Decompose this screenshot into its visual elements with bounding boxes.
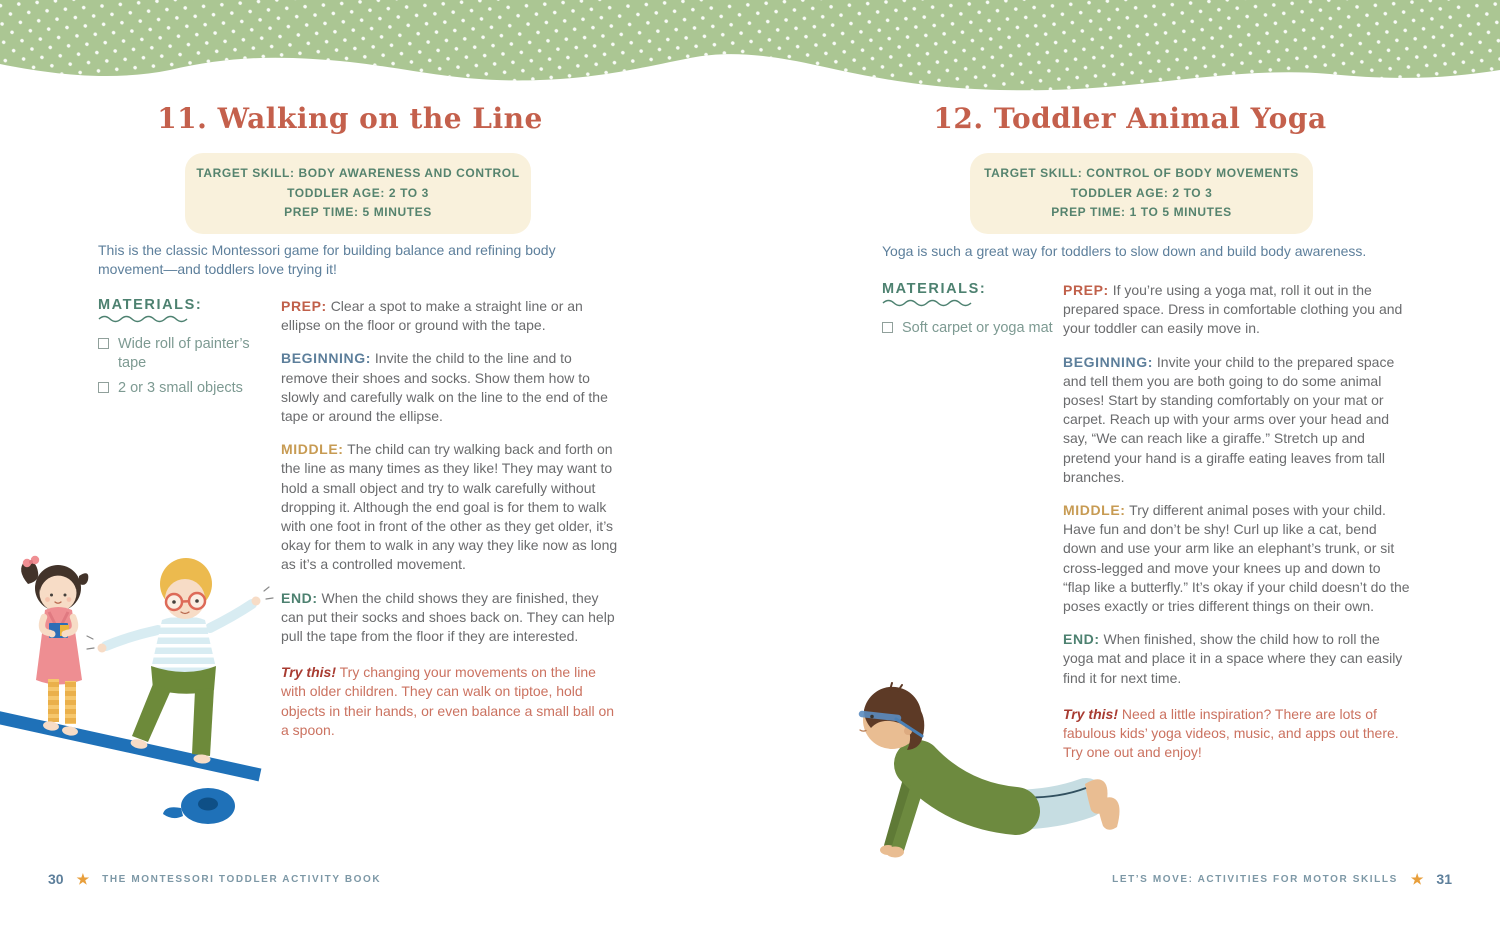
- end-step: [281, 589, 622, 647]
- try-this-text: Need a little inspiration? There are lots of fabulous kids’ yoga videos, music, and apps out there. Try one out and enjoy!: [1063, 705, 1399, 761]
- end-text: When the child shows they are finished, they can put their socks and shoes back on. They can help pull the tape from the floor if they are interested.: [281, 589, 615, 645]
- prep-step: [1063, 281, 1411, 339]
- try-this-label: Try this!: [281, 664, 336, 681]
- instructions-column: [281, 297, 622, 740]
- squiggle-underline-icon: [882, 299, 974, 307]
- footer-section-title: LET’S MOVE: ACTIVITIES FOR MOTOR SKILLS: [1112, 873, 1398, 885]
- material-label: Wide roll of painter’s tape: [118, 336, 250, 371]
- footer-left: [48, 871, 381, 887]
- checkbox-icon: [882, 322, 893, 333]
- prep-label: PREP:: [1063, 282, 1109, 298]
- materials-heading: MATERIALS:: [882, 281, 987, 297]
- squiggle-underline-icon: [98, 315, 190, 323]
- checkbox-icon: [98, 382, 109, 393]
- prep-label: PREP:: [281, 298, 327, 314]
- girl-figure: [21, 556, 88, 737]
- boy-figure: [87, 558, 273, 764]
- star-icon: ★: [1410, 871, 1424, 887]
- prep-time-line: PREP TIME: 5 MINUTES: [284, 205, 432, 219]
- age-line: TODDLER AGE: 2 TO 3: [1070, 185, 1213, 200]
- list-item: [98, 335, 270, 373]
- activity-title-yoga: 12. Toddler Animal Yoga: [933, 102, 1327, 135]
- material-label: 2 or 3 small objects: [118, 380, 243, 396]
- prep-text: Clear a spot to make a straight line or an ellipse on the floor or ground with the tape.: [281, 298, 583, 334]
- material-label: Soft carpet or yoga mat: [902, 320, 1053, 336]
- beginning-step: [281, 349, 622, 426]
- skill-line: TARGET SKILL: CONTROL OF BODY MOVEMENTS: [984, 166, 1299, 180]
- beginning-label: BEGINNING:: [1063, 353, 1153, 370]
- end-text: When finished, show the child how to roll the yoga mat and place it in a space where they can easily find it for next time.: [1063, 631, 1403, 686]
- middle-text: The child can try walking back and forth on the line as many times as they like! They may want to hold a small object and try to walk carefully without dropping it. Although the end goal is for them to walk with one foot in front of the other as they get older, it’s okay for them to walk in any way they like now as long as it’s a controlled movement.: [281, 441, 618, 573]
- materials-list: [882, 319, 1054, 338]
- page-right: [750, 0, 1500, 925]
- age-line: TODDLER AGE: 2 TO 3: [287, 185, 429, 200]
- footer-right: [1112, 871, 1452, 887]
- try-this-paragraph: [281, 663, 622, 740]
- list-item: [98, 379, 270, 398]
- materials-panel: [882, 281, 1054, 344]
- beginning-label: BEGINNING:: [281, 350, 371, 367]
- middle-label: MIDDLE:: [1063, 502, 1126, 519]
- prep-text: If you’re using a yoga mat, roll it out in the prepared space. Dress in comfortable clothing you and your toddler can easily move in.: [1063, 282, 1403, 337]
- middle-label: MIDDLE:: [281, 441, 344, 458]
- try-this-text: Try changing your movements on the line with older children. They can walk on tiptoe, hold objects in their hands, or even balance a small ball on a spoon.: [281, 664, 615, 738]
- materials-panel: [98, 297, 270, 404]
- middle-step: [1063, 501, 1411, 616]
- end-label: END:: [1063, 631, 1100, 648]
- beginning-text: Invite your child to the prepared space and tell them you are both going to do some animal poses! Start by standing comfortably on your mat or carpet. Reach up with your arms over your head and say, “We can reach like a giraffe.” Stretch up and pretend your hand is a giraffe eating leaves from tall branches.: [1063, 353, 1395, 485]
- beginning-text: Invite the child to the line and to remove their shoes and socks. Show them how to slowly and carefully walk on the line to the end of the tape or around the ellipse.: [281, 350, 608, 425]
- intro-paragraph: This is the classic Montessori game for building balance and refining body movement—and toddlers love trying it!: [98, 242, 556, 277]
- page-number: 31: [1436, 871, 1452, 887]
- skill-box-yoga: [970, 153, 1313, 234]
- beginning-step: [1063, 353, 1411, 487]
- page-number: 30: [48, 871, 64, 887]
- list-item: [882, 319, 1054, 338]
- yoga-boy-figure: [860, 683, 1120, 858]
- walking-on-line-illustration: [0, 538, 280, 860]
- checkbox-icon: [98, 338, 109, 349]
- footer-book-title: THE MONTESSORI TODDLER ACTIVITY BOOK: [102, 873, 382, 885]
- skill-line: TARGET SKILL: BODY AWARENESS AND CONTROL: [196, 166, 520, 180]
- middle-step: [281, 440, 622, 574]
- yoga-pose-illustration: [838, 678, 1138, 873]
- end-label: END:: [281, 589, 318, 606]
- try-this-label: Try this!: [1063, 705, 1118, 722]
- star-icon: ★: [76, 871, 90, 887]
- skill-box-walking: [185, 153, 531, 234]
- materials-list: [98, 335, 270, 398]
- tape-roll: [163, 788, 235, 824]
- prep-step: [281, 297, 622, 335]
- prep-time-line: PREP TIME: 1 TO 5 MINUTES: [1051, 205, 1232, 219]
- materials-heading: MATERIALS:: [98, 297, 203, 313]
- intro-paragraph: Yoga is such a great way for toddlers to slow down and build body awareness.: [882, 243, 1367, 259]
- activity-title-walking: 11. Walking on the Line: [157, 102, 543, 135]
- tape-line: [0, 717, 260, 775]
- middle-text: Try different animal poses with your child. Have fun and don’t be shy! Curl up like a cat, bend down and use your arm like an elephant’s trunk, or sit cross-legged and move your knees up and down to “flap like a butterfly.” It’s okay if your child doesn’t do the poses exactly or tries different things on their own.: [1063, 502, 1410, 615]
